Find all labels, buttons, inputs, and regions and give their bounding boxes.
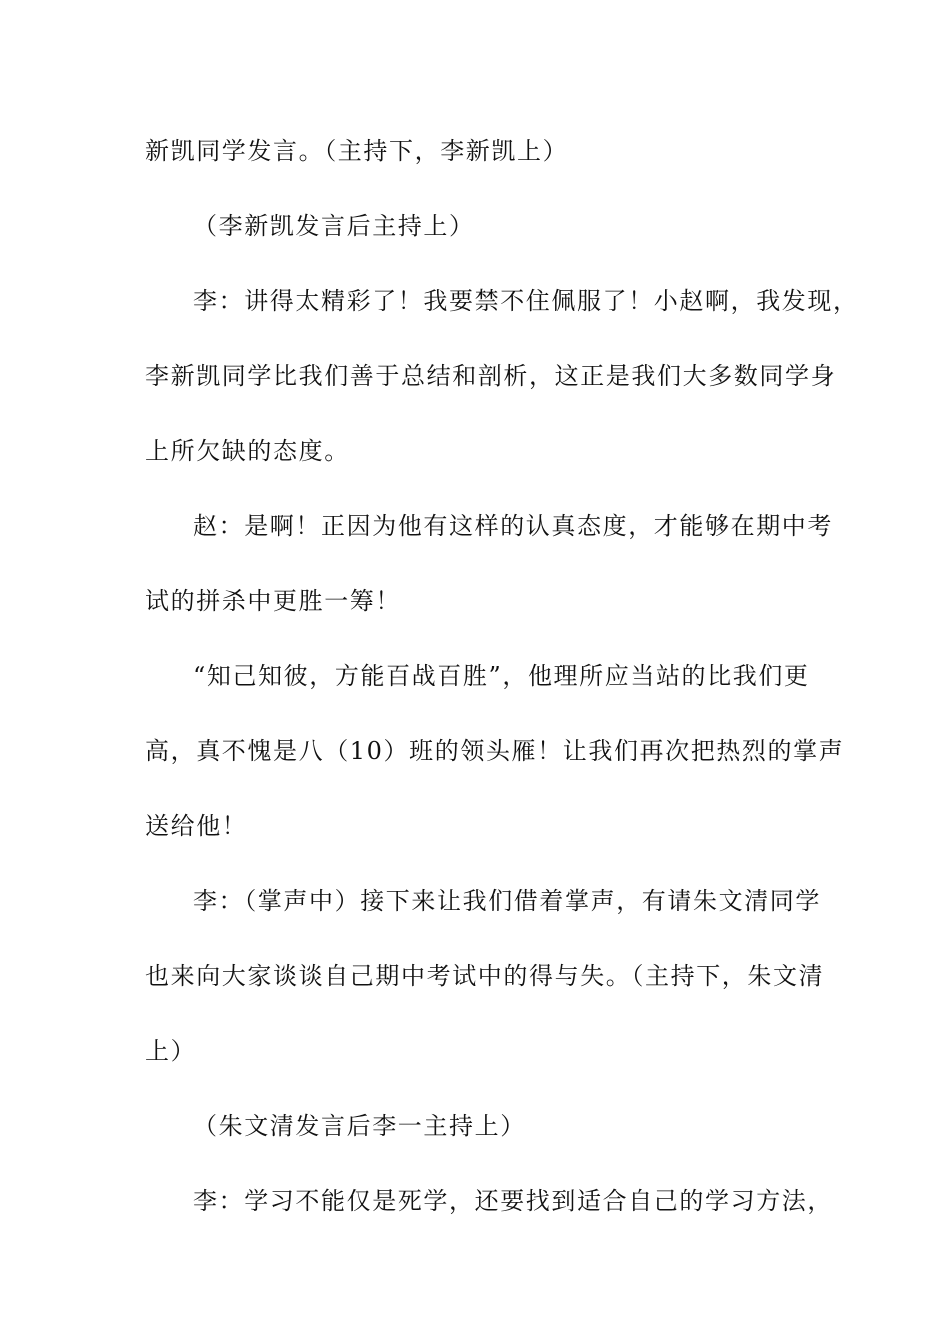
text-line: 上） — [145, 1037, 197, 1065]
text-line: 也来向大家谈谈自己期中考试中的得与失。（主持下，朱文清 — [145, 962, 825, 990]
text-line: 送给他！ — [145, 812, 248, 840]
text-line: 李：（掌声中）接下来让我们借着掌声，有请朱文清同学 — [193, 887, 821, 915]
text-line: （李新凯发言后主持上） — [193, 212, 475, 240]
text-line: 李：学习不能仅是死学，还要找到适合自己的学习方法， — [193, 1187, 833, 1215]
text-line: 试的拼杀中更胜一筹！ — [145, 587, 401, 615]
text-line: 上所欠缺的态度。 — [145, 437, 350, 465]
text-line: 赵：是啊！正因为他有这样的认真态度，才能够在期中考 — [193, 512, 833, 540]
text-line: 李：讲得太精彩了！我要禁不住佩服了！小赵啊，我发现， — [193, 287, 859, 315]
text-line: “知己知彼，方能百战百胜”，他理所应当站的比我们更 — [193, 662, 810, 690]
text-line: （朱文清发言后李一主持上） — [193, 1112, 526, 1140]
text-line: 李新凯同学比我们善于总结和剖析，这正是我们大多数同学身 — [145, 362, 837, 390]
text-line: 高，真不愧是八（10）班的领头雁！让我们再次把热烈的掌声 — [145, 737, 845, 765]
text-line: 新凯同学发言。（主持下，李新凯上） — [145, 137, 569, 165]
